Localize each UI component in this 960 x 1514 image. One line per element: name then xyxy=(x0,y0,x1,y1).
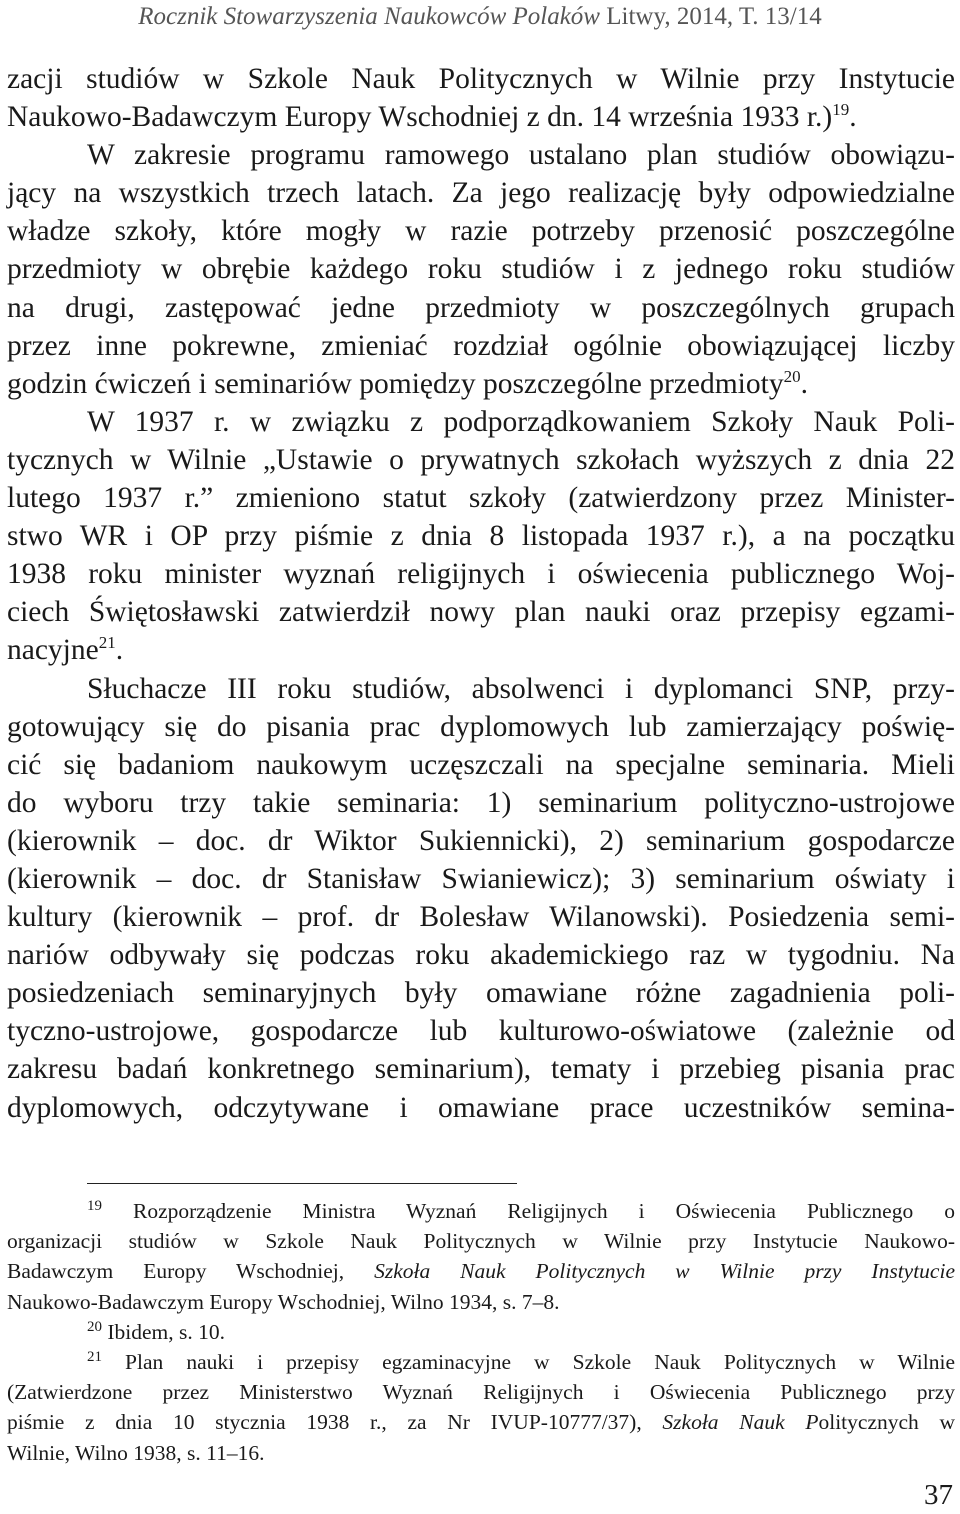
footnote-ref-19[interactable]: 19 xyxy=(832,100,850,120)
text-line: przedmioty w obrębie każdego roku studiów i z jednego roku studiów xyxy=(7,253,955,286)
text-line: kultury (kierownik – prof. dr Bolesław Wilanowski). Posiedzenia semi- xyxy=(7,901,955,934)
text-line: Słuchacze III roku studiów, absolwenci i dyplomanci SNP, przy- xyxy=(87,672,955,705)
text-line: przez inne pokrewne, zmieniać rozdział ogólnie obowiązującej liczby xyxy=(7,329,955,362)
footnote-line: Wilnie, Wilno 1938, s. 11–16. xyxy=(7,1440,265,1465)
text-line: tyczno-ustrojowe, gospodarcze lub kulturowo-oświatowe (zależnie od xyxy=(7,1015,955,1048)
running-header xyxy=(0,2,960,32)
text-line: władze szkoły, które mogły w razie potrzeby przenosić poszczególne xyxy=(7,215,955,248)
footnote-text: Badawczym Europy Wschodniej, xyxy=(7,1259,375,1284)
page-number: 37 xyxy=(924,1479,953,1511)
journal-volume-info: Litwy, 2014, T. 13/14 xyxy=(600,3,822,30)
footnote-number: 21 xyxy=(87,1348,102,1365)
text-span: . xyxy=(800,367,808,400)
footnote-title-italic: Szkoła Nauk Politycznych w Wilnie przy Instytucie xyxy=(374,1259,955,1284)
text-line: do wyboru trzy takie seminaria: 1) seminarium polityczno-ustrojowe xyxy=(7,786,955,819)
text-line: W 1937 r. w związku z podporządkowaniem Szkoły Nauk Poli- xyxy=(87,405,955,438)
footnote-number: 20 xyxy=(87,1318,102,1335)
footnote-line: (Zatwierdzone przez Ministerstwo Wyznań Religijnych i Oświecenia Publicznego przy xyxy=(7,1380,955,1405)
main-text xyxy=(7,60,955,1127)
text-span: . xyxy=(849,101,857,134)
journal-title-italic: Rocznik Stowarzyszenia Naukowców Polaków xyxy=(138,3,600,30)
footnote-text: Rozporządzenie Ministra Wyznań Religijnych i Oświecenia Publicznego o xyxy=(102,1199,955,1223)
footnote-text: olitycznych w xyxy=(818,1410,956,1435)
text-span: nacyjne xyxy=(7,634,99,667)
text-line: ciech Świętosławski zatwierdził nowy plan nauki oraz przepisy egzami- xyxy=(7,596,955,629)
text-line: zakresu badań konkretnego seminarium), tematy i przebieg pisania prac xyxy=(7,1053,955,1086)
text-line: nariów odbywały się podczas roku akademickiego raz w tygodniu. Na xyxy=(7,939,955,972)
footnote-text: Ibidem, s. 10. xyxy=(102,1319,226,1344)
footnote-19 xyxy=(7,1196,955,1226)
footnote-number: 19 xyxy=(87,1198,102,1214)
text-span: godzin ćwiczeń i seminariów pomiędzy poszczególne przedmioty xyxy=(7,367,784,400)
footnote-line xyxy=(7,1256,955,1286)
text-line: 1938 roku minister wyznań religijnych i oświecenia publicznego Woj- xyxy=(7,558,955,591)
text-line: gotowujący się do pisania prac dyplomowych lub zamierzający poświę- xyxy=(7,710,955,743)
text-span: . xyxy=(115,634,124,667)
footnote-21 xyxy=(7,1347,955,1377)
footnote-separator xyxy=(87,1183,517,1184)
footnote-line: organizacji studiów w Szkole Nauk Politycznych w Wilnie przy Instytucie Naukowo- xyxy=(7,1229,955,1254)
footnote-title-italic: Szkoła Nauk P xyxy=(662,1410,819,1435)
text-line: W zakresie programu ramowego ustalano plan studiów obowiązu- xyxy=(87,139,955,172)
footnote-text: Plan nauki i przepisy egzaminacyjne w Szkole Nauk Politycznych w Wilnie xyxy=(102,1349,955,1374)
text-line xyxy=(7,365,955,403)
text-line: (kierownik – doc. dr Wiktor Sukiennicki), 2) seminarium gospodarcze xyxy=(7,824,955,857)
text-span: Naukowo-Badawczym Europy Wschodniej z dn. 14 września 1933 r.) xyxy=(7,101,833,134)
text-line: na drugi, zastępować jedne przedmioty w poszczególnych grupach xyxy=(7,291,955,324)
text-line: posiedzeniach seminaryjnych były omawiane różne zagadnienia poli- xyxy=(7,977,955,1010)
text-line: lutego 1937 r.” zmieniono statut szkoły (zatwierdzony przez Minister- xyxy=(7,482,955,515)
footnote-ref-21[interactable]: 21 xyxy=(98,633,116,653)
footnote-line xyxy=(7,1407,955,1437)
text-line: zacji studiów w Szkole Nauk Politycznych w Wilnie przy Instytucie xyxy=(7,63,955,95)
text-line xyxy=(7,631,955,669)
text-line: cić się badaniom naukowym uczęszczali na specjalne seminaria. Mieli xyxy=(7,748,955,781)
text-line: tycznych w Wilnie „Ustawie o prywatnych szkołach wyższych z dnia 22 xyxy=(7,443,955,476)
footnotes xyxy=(7,1196,955,1468)
footnote-20 xyxy=(7,1317,955,1347)
footnote-line: Naukowo-Badawczym Europy Wschodniej, Wilno 1934, s. 7–8. xyxy=(7,1289,560,1314)
text-line: stwo WR i OP przy piśmie z dnia 8 listopada 1937 r.), a na początku xyxy=(7,520,955,553)
footnote-text: piśmie z dnia 10 stycznia 1938 r., za Nr IVUP-10777/37), xyxy=(7,1410,663,1435)
text-line xyxy=(7,98,955,136)
text-line: (kierownik – doc. dr Stanisław Swianiewicz); 3) seminarium oświaty i xyxy=(7,862,955,895)
text-line: dyplomowych, odczytywane i omawiane prace uczestników semina- xyxy=(7,1091,955,1124)
text-line: jący na wszystkich trzech latach. Za jego realizację były odpowiedzialne xyxy=(7,177,955,210)
footnote-ref-20[interactable]: 20 xyxy=(783,366,801,386)
